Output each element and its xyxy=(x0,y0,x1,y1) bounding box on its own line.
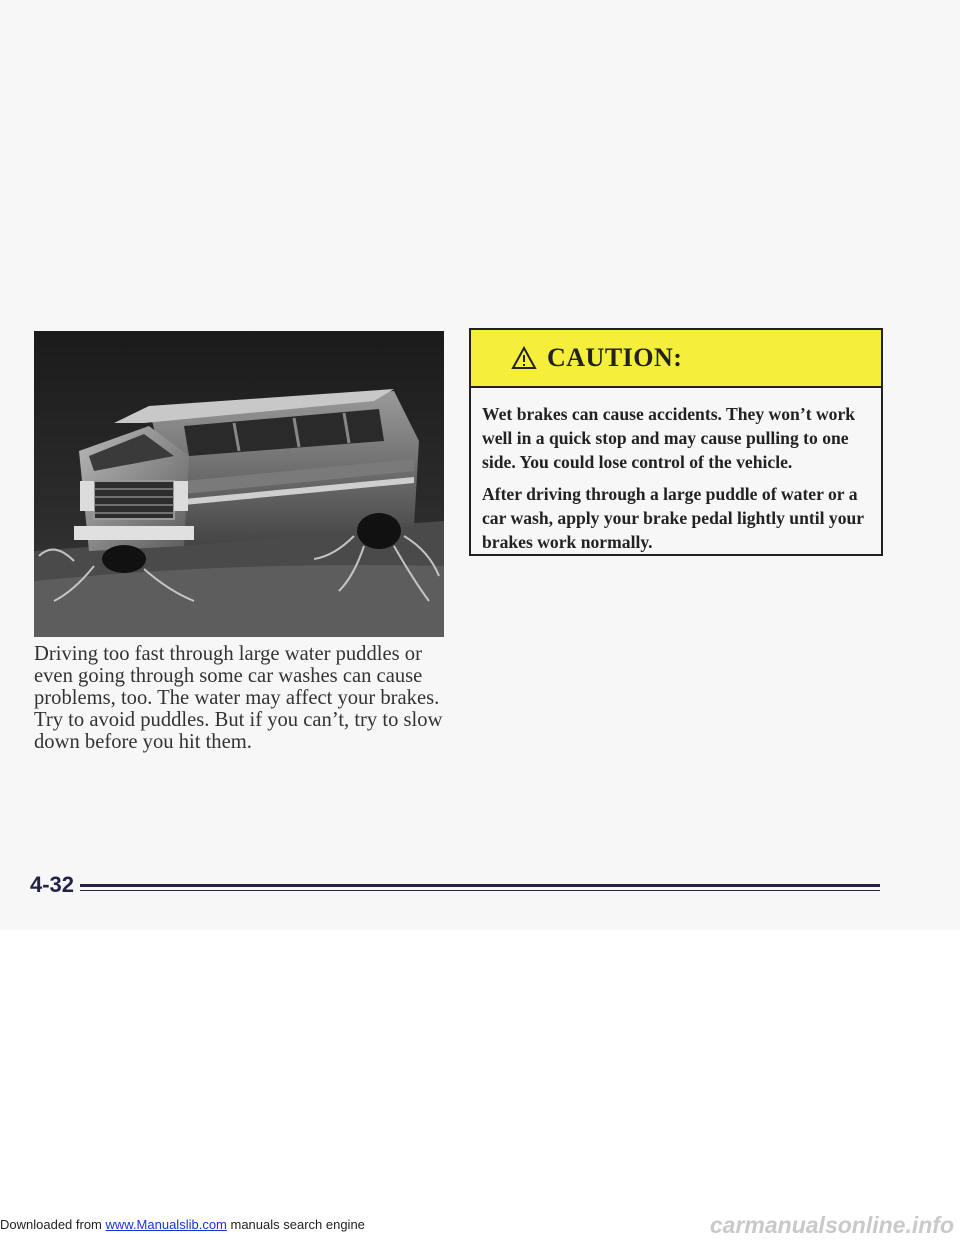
van-illustration xyxy=(34,331,444,637)
caution-title: CAUTION: xyxy=(547,343,683,372)
body-paragraph: Driving too fast through large water puddles or even going through some car washes can cause problems, too. The water may affect your brakes. Try to avoid puddles. But if you can’t, try to slow down before you hit them. xyxy=(34,643,443,753)
download-credit xyxy=(0,1217,365,1232)
watermark: carmanualsonline.info xyxy=(709,1212,954,1238)
page-footer xyxy=(30,872,880,902)
manualslib-link[interactable]: www.Manualslib.com xyxy=(105,1217,227,1232)
van-puddle-photo xyxy=(34,331,444,637)
footer-rule xyxy=(80,884,880,887)
caution-box xyxy=(469,328,883,556)
caution-body xyxy=(471,388,881,554)
download-prefix: Downloaded from xyxy=(0,1217,106,1232)
download-suffix: manuals search engine xyxy=(226,1217,365,1232)
caution-header xyxy=(471,330,881,388)
warning-triangle-icon xyxy=(511,346,537,370)
page-number: 4-32 xyxy=(30,872,75,897)
caution-paragraph: Wet brakes can cause accidents. They won’t work well in a quick stop and may cause pulling to one side. You could lose control of the vehicle. xyxy=(482,404,856,472)
footer-rule-thin xyxy=(80,890,880,891)
caution-paragraph: After driving through a large puddle of water or a car wash, apply your brake pedal lightly until your brakes work normally. xyxy=(482,484,864,552)
